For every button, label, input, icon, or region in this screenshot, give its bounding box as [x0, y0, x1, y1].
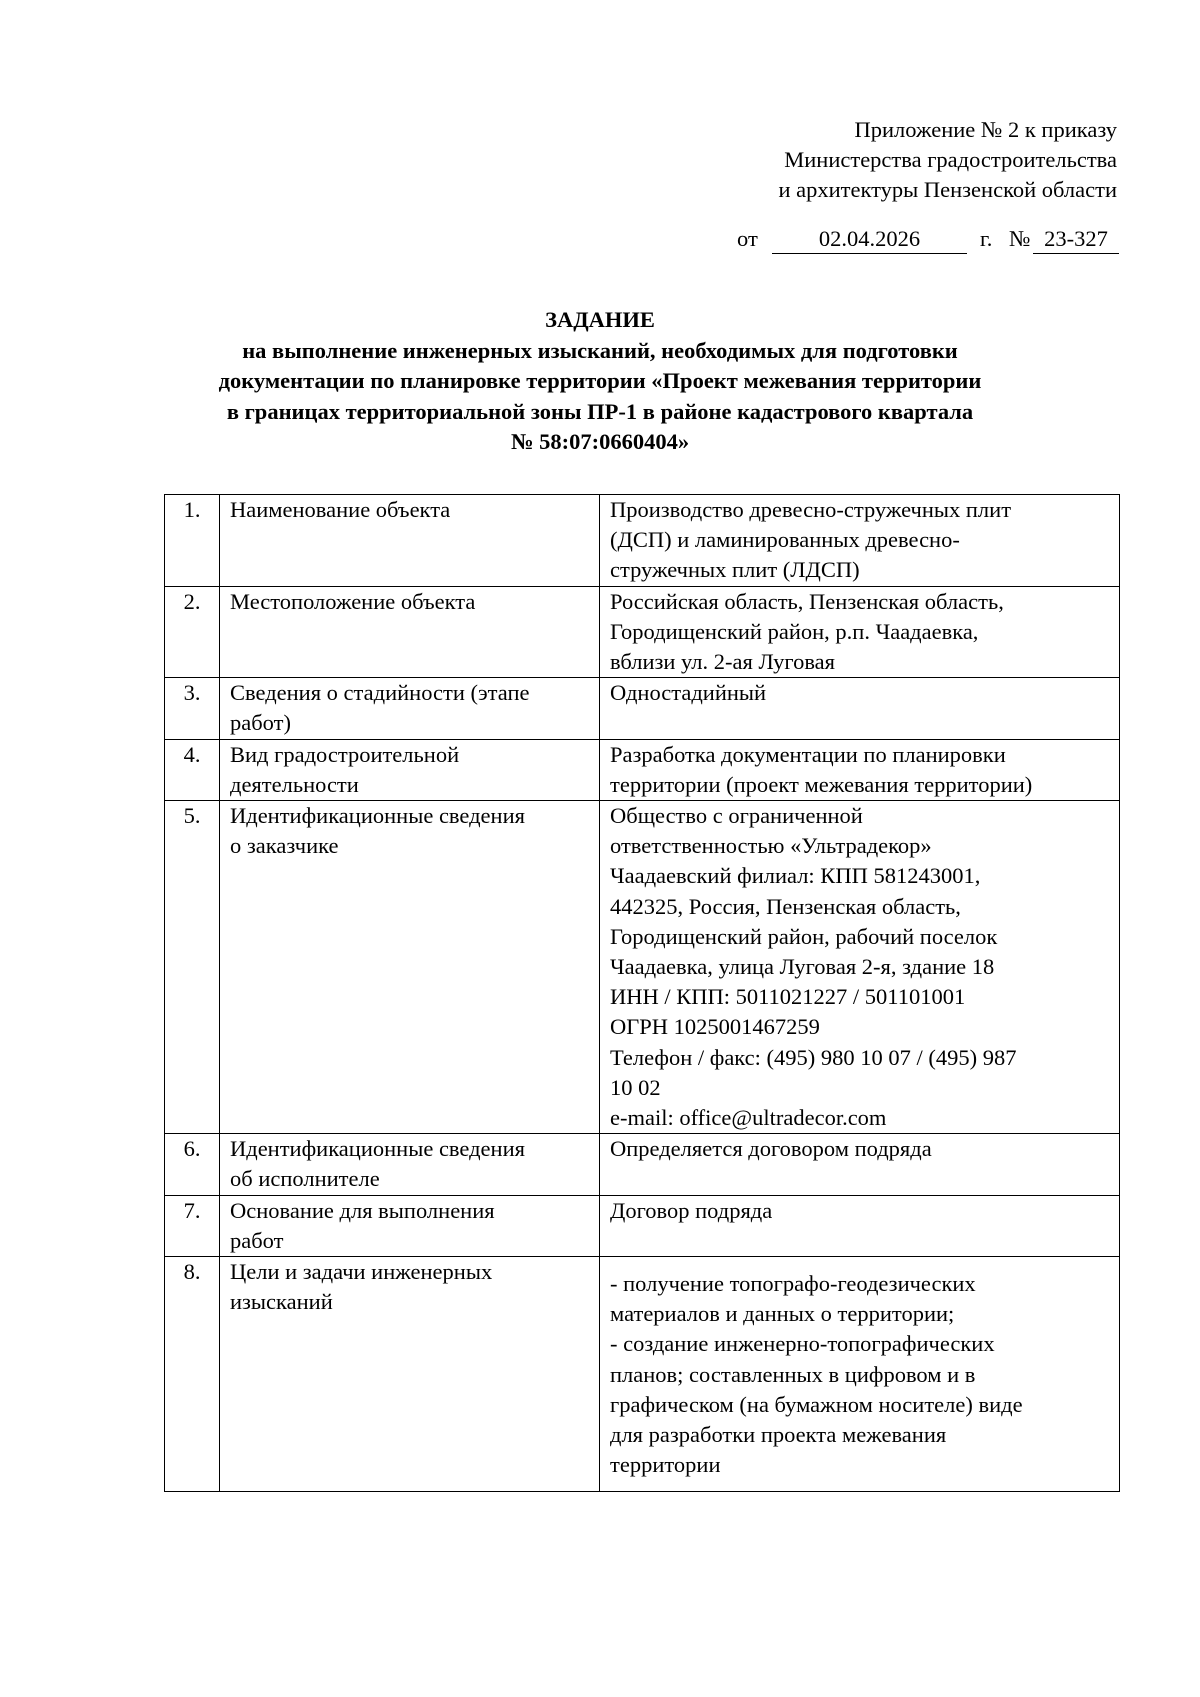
row-value-line: ответственностью «Ультрадекор» — [610, 833, 932, 859]
row-value-line: 442325, Россия, Пензенская область, — [610, 893, 961, 919]
row-value-line: территории (проект межевания территории) — [610, 771, 1033, 797]
table-row — [165, 495, 1120, 587]
row-value — [610, 1257, 1113, 1490]
row-number: 4. — [165, 739, 220, 800]
row-name-cell — [220, 495, 600, 587]
row-name-cell — [220, 1257, 600, 1491]
row-value-cell — [600, 678, 1120, 739]
row-number: 8. — [165, 1257, 220, 1491]
row-name-line: об исполнителе — [230, 1166, 380, 1192]
row-value-line: материалов и данных о территории; — [610, 1301, 955, 1327]
table-row — [165, 586, 1120, 678]
table-row — [165, 739, 1120, 800]
row-name-line: Сведения о стадийности (этапе — [230, 680, 530, 706]
row-value-line: Производство древесно-стружечных плит — [610, 497, 1012, 522]
row-value — [610, 740, 1113, 800]
row-value-line: Российская область, Пензенская область, — [610, 588, 1004, 614]
row-name — [230, 495, 593, 525]
row-value-line: Телефон / факс: (495) 980 10 07 / (495) 987 — [610, 1044, 1017, 1070]
task-table — [164, 494, 1120, 1492]
appendix-line: Приложение № 2 к приказу — [854, 117, 1117, 142]
row-name — [230, 801, 593, 861]
row-name — [230, 1196, 593, 1256]
row-value-line: вблизи ул. 2-ая Луговая — [610, 649, 836, 675]
year-label: г. — [980, 226, 993, 251]
row-name — [230, 1257, 593, 1317]
row-name-line: Идентификационные сведения — [230, 803, 525, 829]
row-value-line: Городищенский район, рабочий поселок — [610, 923, 998, 949]
row-value-line: территории — [610, 1452, 721, 1478]
row-value — [610, 801, 1113, 1133]
table-row — [165, 1257, 1120, 1491]
row-value-line: ИНН / КПП: 5011021227 / 501101001 — [610, 984, 966, 1010]
row-value-line: (ДСП) и ламинированных древесно- — [610, 527, 960, 553]
from-label: от — [737, 226, 758, 251]
row-name-cell — [220, 678, 600, 739]
row-value-line: стружечных плит (ЛДСП) — [610, 557, 860, 583]
table-row — [165, 1195, 1120, 1256]
row-name — [230, 678, 593, 738]
row-value-line: графическом (на бумажном носителе) виде — [610, 1391, 1023, 1417]
table-row — [165, 1134, 1120, 1195]
row-name-line: Вид градостроительной — [230, 741, 460, 767]
row-value-cell — [600, 1257, 1120, 1491]
appendix-line: и архитектуры Пензенской области — [778, 177, 1117, 202]
row-name-cell — [220, 1134, 600, 1195]
row-value-line: Договор подряда — [610, 1197, 773, 1223]
row-value-line: Общество с ограниченной — [610, 803, 863, 829]
row-value-cell — [600, 495, 1120, 587]
row-value-line: - получение топографо-геодезических — [610, 1271, 976, 1297]
row-value-cell — [600, 801, 1120, 1134]
row-name-line: работ — [230, 1227, 284, 1253]
row-value-cell — [600, 1195, 1120, 1256]
row-value-cell — [600, 739, 1120, 800]
row-value-line: Одностадийный — [610, 680, 767, 706]
task-table-body — [165, 495, 1120, 1492]
row-value-line: Чаадаевский филиал: КПП 581243001, — [610, 863, 981, 889]
table-row — [165, 801, 1120, 1134]
row-value — [610, 678, 1113, 708]
row-value — [610, 1134, 1113, 1164]
row-name-line: Идентификационные сведения — [230, 1136, 525, 1162]
row-value-cell — [600, 1134, 1120, 1195]
row-name-cell — [220, 1195, 600, 1256]
row-number: 5. — [165, 801, 220, 1134]
row-value-line: для разработки проекта межевания — [610, 1422, 947, 1448]
row-name-cell — [220, 739, 600, 800]
row-value-line: планов; составленных в цифровом и в — [610, 1361, 976, 1387]
row-name-line: Цели и задачи инженерных — [230, 1259, 493, 1285]
row-value-line: Городищенский район, р.п. Чаадаевка, — [610, 618, 979, 644]
document-title — [100, 305, 1100, 458]
row-name-cell — [220, 586, 600, 678]
order-number: 23-327 — [1033, 225, 1119, 254]
row-value-line: 10 02 — [610, 1074, 661, 1100]
row-value — [610, 1196, 1113, 1226]
row-value — [610, 495, 1113, 586]
appendix-line: Министерства градостроительства — [784, 147, 1117, 172]
row-value-line: e-mail: office@ultradecor.com — [610, 1105, 887, 1131]
row-name-cell — [220, 801, 600, 1134]
row-name-line: Местоположение объекта — [230, 588, 476, 614]
row-number: 1. — [165, 495, 220, 587]
title-heading: ЗАДАНИЕ — [545, 307, 655, 332]
row-value-line: Разработка документации по планировки — [610, 741, 1006, 767]
title-line: № 58:07:0660404» — [510, 429, 690, 454]
row-value-line: - создание инженерно-топографических — [610, 1331, 995, 1357]
row-name-line: Наименование объекта — [230, 497, 451, 522]
row-name-line: деятельности — [230, 771, 359, 797]
title-line: на выполнение инженерных изысканий, необходимых для подготовки — [242, 337, 958, 363]
row-name-line: о заказчике — [230, 833, 339, 859]
row-number: 2. — [165, 586, 220, 678]
row-name-line: работ) — [230, 710, 291, 736]
row-number: 7. — [165, 1195, 220, 1256]
row-name-line: изысканий — [230, 1289, 333, 1315]
appendix-block — [557, 115, 1117, 205]
row-value-line: Определяется договором подряда — [610, 1136, 932, 1162]
order-date: 02.04.2026 — [772, 225, 967, 254]
title-line: документации по планировке территории «Проект межевания территории — [218, 368, 982, 393]
row-name — [230, 740, 593, 800]
title-line: в границах территориальной зоны ПР-1 в районе кадастрового квартала — [226, 398, 974, 424]
table-row — [165, 678, 1120, 739]
row-value — [610, 587, 1113, 678]
number-label: № — [1009, 226, 1031, 251]
row-value-line: ОГРН 1025001467259 — [610, 1014, 820, 1040]
row-number: 6. — [165, 1134, 220, 1195]
row-number: 3. — [165, 678, 220, 739]
row-name-line: Основание для выполнения — [230, 1197, 495, 1223]
row-value-line: Чаадаевка, улица Луговая 2-я, здание 18 — [610, 954, 995, 980]
row-name — [230, 1134, 593, 1194]
row-name — [230, 587, 593, 617]
row-value-cell — [600, 586, 1120, 678]
